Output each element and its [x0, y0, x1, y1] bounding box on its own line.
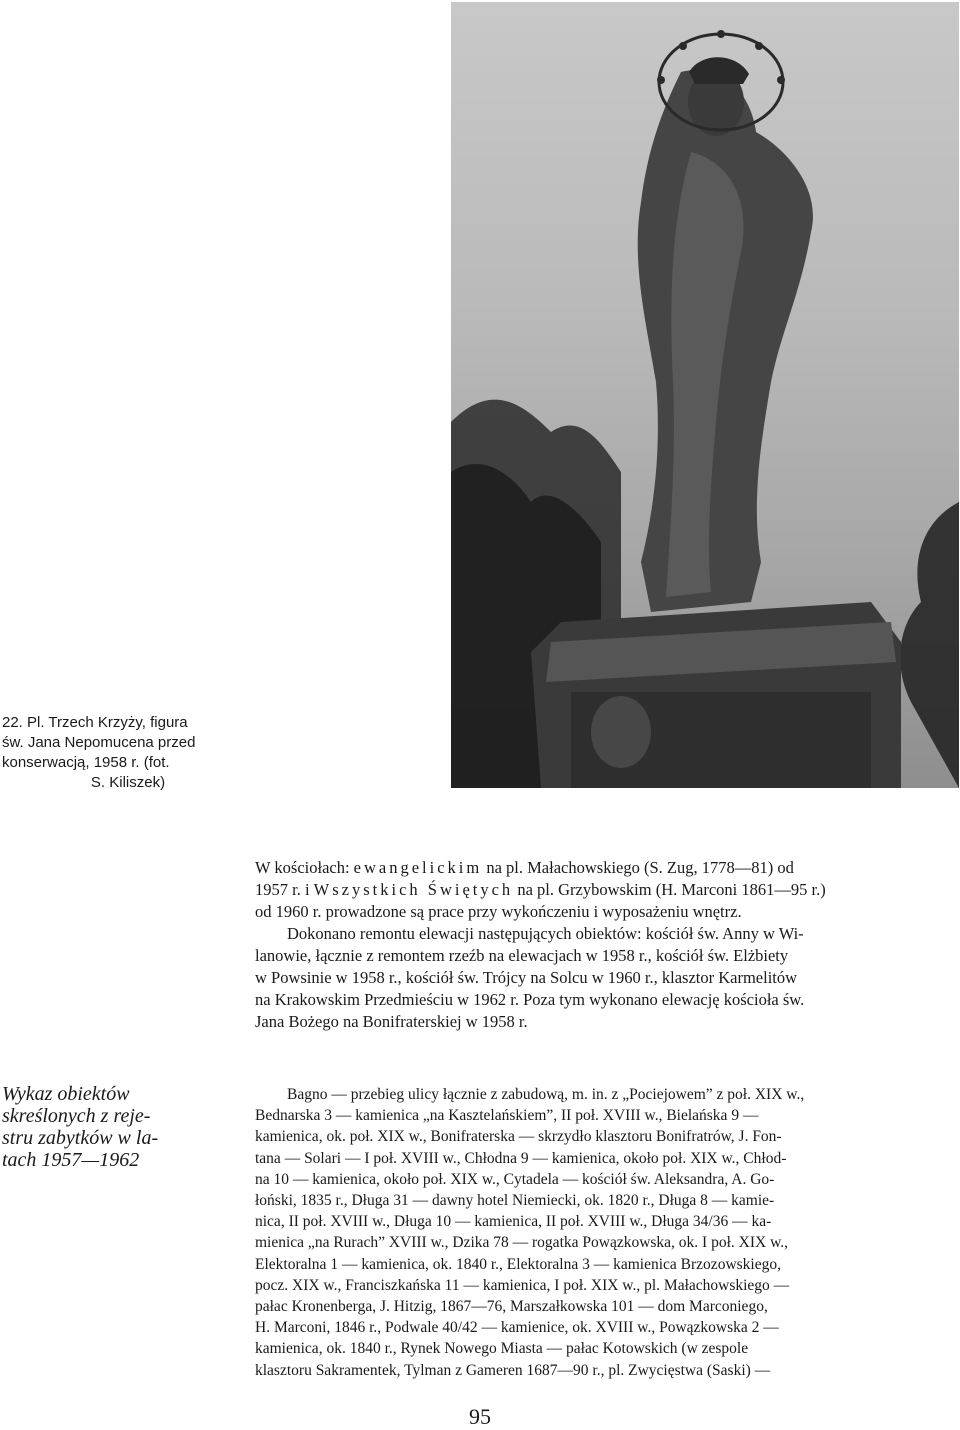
- list-line: łoński, 1835 r., Długa 31 — dawny hotel Niemiecki, ok. 1820 r., Długa 8 — kamie-: [255, 1192, 775, 1210]
- body-line: Jana Bożego na Bonifraterskiej w 1958 r.: [255, 1012, 528, 1031]
- list-line: H. Marconi, 1846 r., Podwale 40/42 — kamienice, ok. XVIII w., Powązkowska 2 —: [255, 1319, 779, 1337]
- list-line: nica, II poł. XVIII w., Długa 10 — kamienica, II poł. XVIII w., Długa 34/36 — ka-: [255, 1213, 772, 1231]
- body-line: na Krakowskim Przedmieściu w 1962 r. Poza tym wykonano elewację kościoła św.: [255, 990, 805, 1009]
- side-title-line: tach 1957—1962: [2, 1149, 140, 1171]
- statue-illustration: [451, 2, 959, 788]
- side-title-line: skreślonych z reje-: [2, 1105, 151, 1127]
- list-line: tana — Solari — I poł. XVIII w., Chłodna 9 — kamienica, około poł. XIX w., Chłod-: [255, 1149, 787, 1167]
- side-title-line: Wykaz obiektów: [2, 1083, 130, 1105]
- body-text-run: na pl. Małachowskiego (S. Zug, 1778—81) od: [482, 858, 794, 877]
- body-line: w Powsinie w 1958 r., kościół św. Trójcy na Solcu w 1960 r., klasztor Karmelitów: [255, 968, 798, 987]
- list-line: pocz. XIX w., Franciszkańska 11 — kamienica, I poł. XIX w., pl. Małachowskiego —: [255, 1276, 790, 1294]
- body-paragraph: [255, 857, 960, 1033]
- caption-line: S. Kiliszek): [90, 774, 166, 791]
- list-line: Elektoralna 1 — kamienica, ok. 1840 r., Elektoralna 3 — kamienica Brzozowskiego,: [255, 1255, 781, 1273]
- section-side-title: [2, 1083, 207, 1171]
- list-line: klasztoru Sakramentek, Tylman z Gameren 1687—90 r., pl. Zwycięstwa (Saski) —: [255, 1361, 771, 1379]
- photo-caption: [2, 713, 254, 793]
- side-title-line: stru zabytków w la-: [2, 1127, 159, 1149]
- body-text-run: 1957 r. i: [255, 880, 314, 899]
- emphasized-term: Wszystkich Świętych: [313, 880, 514, 899]
- statue-photograph: [451, 2, 959, 788]
- list-line: Bagno — przebieg ulicy łącznie z zabudową, m. in. z „Pociejowem” z poł. XIX w.,: [287, 1086, 805, 1103]
- body-text-run: W kościołach:: [255, 858, 354, 877]
- body-line: [255, 857, 960, 879]
- body-line: od 1960 r. prowadzone są prace przy wykończeniu i wyposażeniu wnętrz.: [255, 902, 742, 921]
- body-text-run: na pl. Grzybowskim (H. Marconi 1861—95 r.): [513, 880, 826, 899]
- list-line: pałac Kronenberga, J. Hitzig, 1867—76, Marszałkowska 101 — dom Marconiego,: [255, 1298, 768, 1316]
- body-line: [255, 879, 960, 901]
- list-line: na 10 — kamienica, około poł. XIX w., Cytadela — kościół św. Aleksandra, A. Go-: [255, 1170, 775, 1188]
- emphasized-term: ewangelickim: [353, 858, 483, 877]
- list-line: mienica „na Rurach” XVIII w., Dzika 78 — rogatka Powązkowska, ok. I poł. XIX w.,: [255, 1234, 789, 1252]
- removed-objects-list: [255, 1084, 960, 1381]
- caption-line: św. Jana Nepomucena przed: [2, 734, 196, 751]
- list-line: kamienica, ok. poł. XIX w., Bonifraterska — skrzydło klasztoru Bonifratrów, J. Fon-: [255, 1128, 782, 1146]
- caption-line: 22. Pl. Trzech Krzyży, figura: [2, 714, 188, 731]
- page-number: 95: [469, 1404, 491, 1429]
- list-line: Bednarska 3 — kamienica „na Kasztelańskiem”, II poł. XVIII w., Bielańska 9 —: [255, 1107, 759, 1125]
- list-line: kamienica, ok. 1840 r., Rynek Nowego Miasta — pałac Kotowskich (w zespole: [255, 1340, 749, 1358]
- body-line: Dokonano remontu elewacji następujących obiektów: kościół św. Anny w Wi-: [287, 924, 804, 943]
- body-line: lanowie, łącznie z remontem rzeźb na elewacjach w 1958 r., kościół św. Elżbiety: [255, 946, 789, 965]
- caption-line: konserwacją, 1958 r. (fot.: [2, 754, 170, 771]
